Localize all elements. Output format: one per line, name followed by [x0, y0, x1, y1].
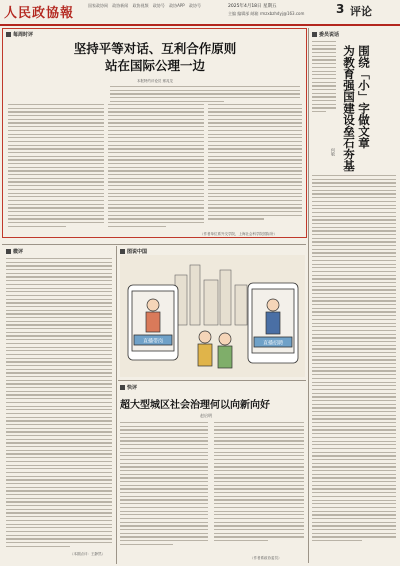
lead-column-1: [8, 104, 104, 229]
column-right-tag: 委员说话: [312, 31, 339, 38]
column-right-body: [312, 175, 396, 544]
nav-item[interactable]: 国家政协网: [88, 3, 108, 8]
cartoon-illustration: [120, 255, 305, 377]
lead-intro: [110, 86, 300, 104]
lead-column-2: [108, 104, 204, 229]
issue-date: 2025年4月18日 星期五: [228, 4, 277, 9]
nav-item[interactable]: 政协新闻: [112, 3, 129, 8]
tag-square-icon: [6, 249, 11, 254]
column-divider: [116, 246, 117, 564]
nav-item[interactable]: 政协号: [152, 3, 165, 8]
lead-headline: [20, 40, 290, 74]
column-right-summary: [312, 41, 336, 121]
cartoon-sign-right: 直播招聘: [262, 340, 284, 347]
lead-byline: 本报特约评论员 邢兆龙: [136, 79, 174, 83]
kuaiping-column-1: [120, 422, 208, 547]
column-right-headline-b: 为教育强国建设垒石夯基: [342, 45, 356, 172]
masthead-nav: [88, 3, 204, 9]
nav-item[interactable]: 政协APP: [169, 3, 185, 8]
lead-note: （作者单位系外交学院，上海社会科学院国际所）: [200, 232, 277, 236]
lead-tag: 每周时评: [6, 31, 33, 38]
column-divider: [308, 28, 309, 563]
weiping-body: [6, 258, 112, 549]
section-divider: [118, 380, 306, 381]
kuaiping-note: （作者系政协委员）: [250, 556, 282, 560]
kuaiping-author: 赵启明: [200, 413, 212, 418]
kuaiping-headline: 超大型城区社会治理何以向新向好: [120, 400, 270, 411]
tag-square-icon: [312, 32, 317, 37]
weiping-note: （本期点评：王静然）: [70, 552, 105, 556]
lead-headline-line2: 站在国际公理一边: [104, 58, 205, 73]
lead-headline-line1: 坚持平等对话、互利合作原则: [73, 41, 237, 56]
newspaper-logo: 人民政協報: [4, 6, 75, 21]
tag-square-icon: [6, 32, 11, 37]
kuaiping-tag: 快评: [120, 384, 137, 391]
editor-email: 主编 编辑部 邮箱 rmzxbzhdyj@163.com: [228, 11, 305, 16]
column-right-author: 何敏: [331, 148, 336, 156]
kuaiping-column-2: [214, 422, 304, 544]
nav-item[interactable]: 政协号: [188, 3, 201, 8]
nav-item[interactable]: 政协视频: [132, 3, 149, 8]
tag-square-icon: [120, 385, 125, 390]
page-section: 评论: [350, 5, 372, 18]
weiping-tag: 微评: [6, 248, 23, 255]
page-number: 3: [336, 2, 345, 16]
cartoon-sign-left: 直播带岗: [142, 338, 164, 345]
column-right-headline-a: 围绕「小」字做文章: [357, 45, 371, 149]
section-divider: [2, 244, 306, 245]
cartoon-tag: 图说中国: [120, 248, 147, 255]
lead-column-3: [208, 104, 302, 222]
tag-square-icon: [120, 249, 125, 254]
